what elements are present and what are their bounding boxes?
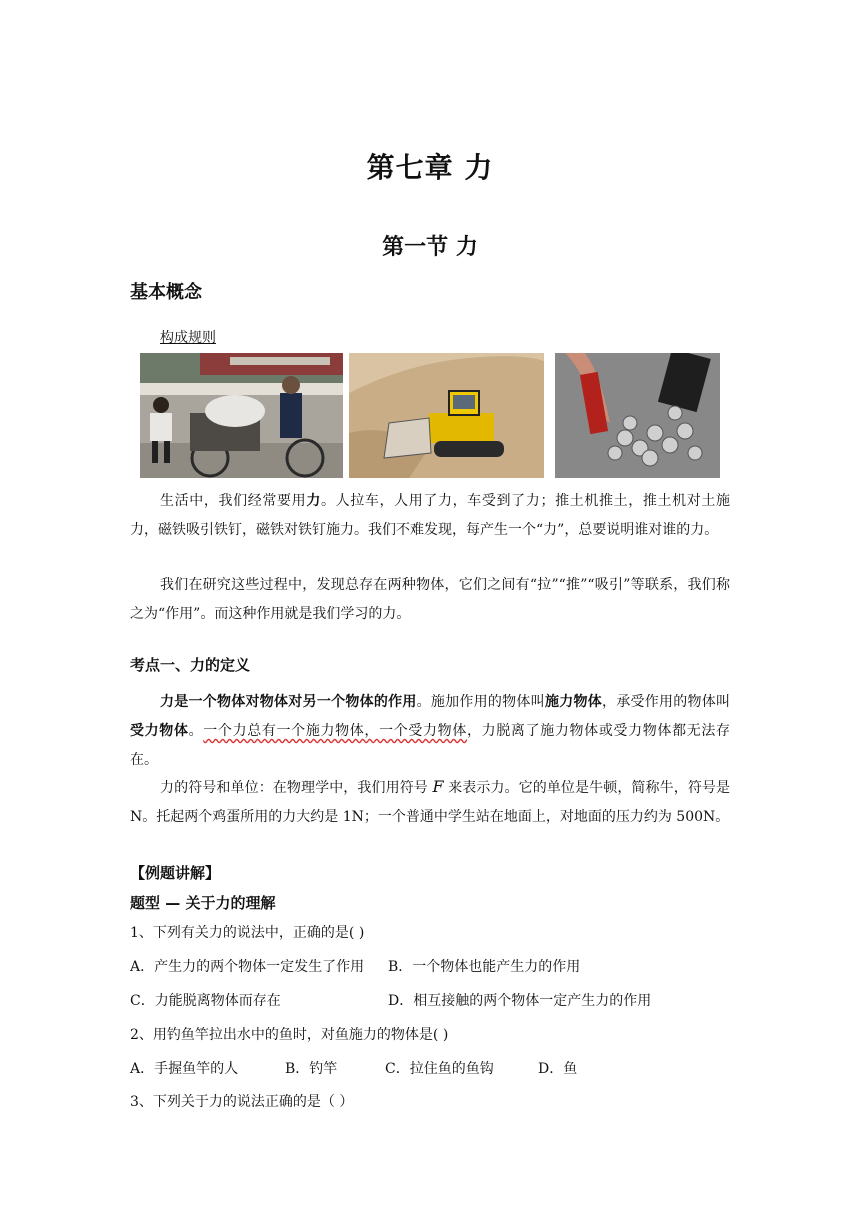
section-title: 第一节 力	[382, 235, 478, 260]
chapter-title: 第七章 力	[366, 151, 494, 184]
question-1-option-c: C．力能脱离物体而存在	[130, 993, 281, 1009]
question-1-option-a: A．产生力的两个物体一定发生了作用	[130, 959, 365, 975]
heading-basic-concepts: 基本概念	[130, 282, 202, 303]
question-3-stem: 3、下列关于力的说法正确的是（ ）	[130, 1094, 354, 1110]
def-text-h: ，力脱离了施力物体或受力物体都无法存在。	[130, 723, 731, 768]
definition-paragraph	[130, 688, 730, 775]
force-symbol: F	[432, 777, 444, 796]
question-1-option-b: B．一个物体也能产生力的作用	[388, 959, 581, 975]
def-text-f: 。	[188, 723, 204, 739]
question-2-stem: 2、用钓鱼竿拉出水中的鱼时，对鱼施力的物体是( )	[130, 1027, 449, 1043]
def-bold-e: 受力物体	[130, 723, 189, 739]
intro-text-1c: 。人拉车，人用了力，车受到了力；推土机推土，推土机对土施力，磁铁吸引铁钉，磁铁对铁钉施力。我们不难发现，每产生一个“力”，总要说明谁对谁的力。	[130, 493, 731, 538]
photo-bulldozer	[349, 353, 544, 478]
unit-text-a: 力的符号和单位：在物理学中，我们用符号	[160, 780, 428, 796]
def-bold-a: 力是一个物体对物体对另一个物体的作用	[160, 694, 417, 710]
photo-pulling-cart	[140, 353, 343, 478]
question-1-option-d: D．相互接触的两个物体一定产生力的作用	[388, 993, 652, 1009]
intro-paragraph-1	[130, 487, 730, 545]
example-heading: 【例题讲解】	[130, 864, 221, 882]
def-text-d: ，承受作用的物体叫	[601, 694, 731, 710]
question-2-option-b: B．钓竿	[285, 1061, 338, 1077]
kaodian-1-title: 考点一、力的定义	[130, 656, 251, 674]
def-wavy-g: 一个力总有一个施力物体，一个受力物体	[203, 723, 467, 739]
type-heading: 题型 — 关于力的理解	[130, 894, 276, 912]
photo-magnet-tacks	[555, 353, 720, 478]
intro-text-1a: 生活中，我们经常要用	[160, 493, 307, 509]
def-text-b: 。施加作用的物体叫	[416, 694, 545, 710]
question-2-option-c: C．拉住鱼的鱼钩	[385, 1061, 494, 1077]
intro-text-1b-bold: 力	[306, 493, 321, 509]
unit-text-b: 来表示力。它的单位是牛顿，简称牛，符号是 N。托起两个鸡蛋所用的力大约是 1N；一个普通中学生站在地面上，对地面的压力约为 500N。	[130, 780, 731, 825]
question-2-option-a: A．手握鱼竿的人	[130, 1061, 239, 1077]
def-bold-c: 施力物体	[544, 694, 602, 710]
question-1-stem: 1、下列有关力的说法中，正确的是( )	[130, 925, 365, 941]
intro-paragraph-2: 我们在研究这些过程中，发现总存在两种物体，它们之间有“拉”“推”“吸引”等联系，我们称之为“作用”。而这种作用就是我们学习的力。	[130, 577, 730, 622]
composition-rule-label: 构成规则	[160, 330, 216, 346]
question-2-option-d: D．鱼	[538, 1061, 578, 1077]
unit-paragraph	[130, 772, 730, 832]
